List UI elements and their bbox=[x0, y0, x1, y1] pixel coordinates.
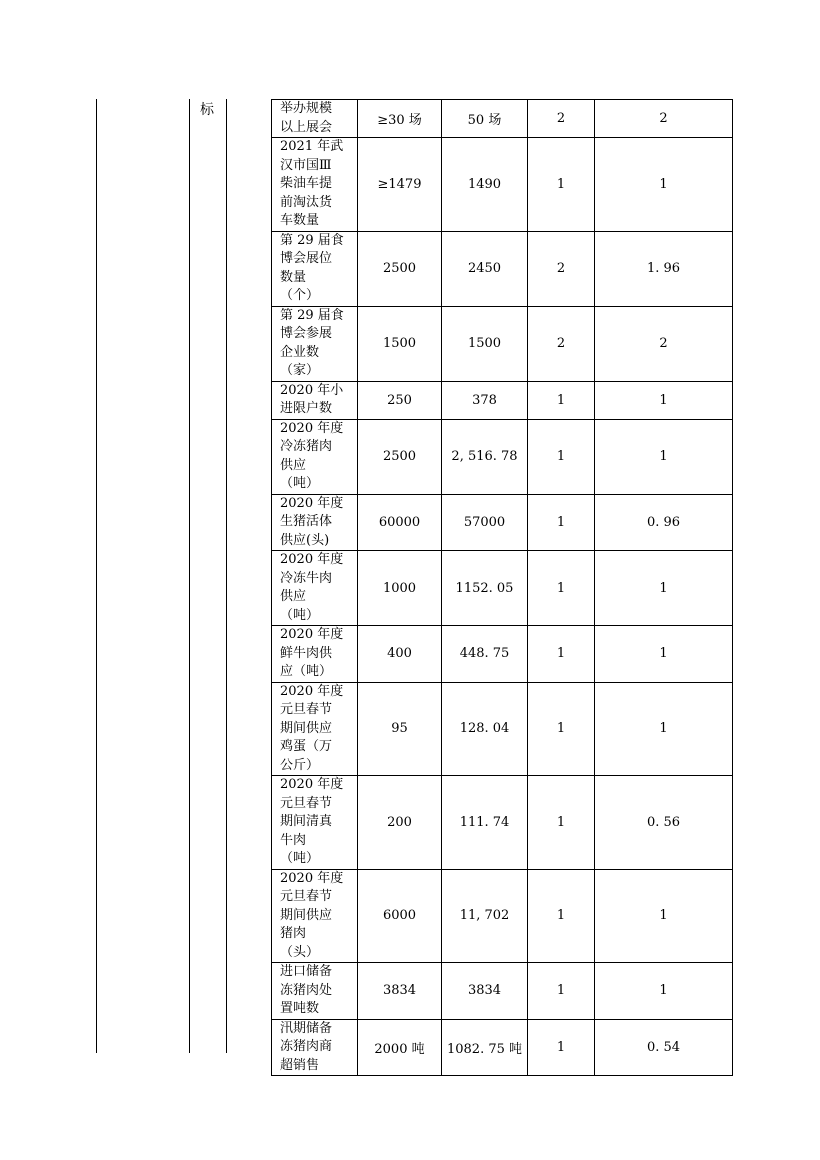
target-value: 60000 bbox=[358, 494, 442, 551]
table-row bbox=[272, 776, 733, 870]
weight-value: 2 bbox=[528, 231, 595, 306]
actual-value: 128. 04 bbox=[442, 682, 528, 776]
actual-value: 1082. 75 吨 bbox=[442, 1019, 528, 1076]
table-row bbox=[272, 138, 733, 232]
score-value: 1 bbox=[595, 963, 733, 1020]
actual-value: 11, 702 bbox=[442, 869, 528, 963]
table-row bbox=[272, 231, 733, 306]
score-value: 0. 56 bbox=[595, 776, 733, 870]
target-value: 95 bbox=[358, 682, 442, 776]
target-value: 200 bbox=[358, 776, 442, 870]
table-row bbox=[272, 626, 733, 683]
actual-value: 3834 bbox=[442, 963, 528, 1020]
table-row bbox=[272, 494, 733, 551]
score-value: 0. 96 bbox=[595, 494, 733, 551]
target-value: 250 bbox=[358, 381, 442, 419]
target-value: 2000 吨 bbox=[358, 1019, 442, 1076]
weight-value: 1 bbox=[528, 551, 595, 626]
indicator-name: 第 29 届食 博会参展 企业数 （家） bbox=[272, 306, 358, 381]
actual-value: 1152. 05 bbox=[442, 551, 528, 626]
outer-column-divider-1 bbox=[189, 99, 190, 1053]
table-row bbox=[272, 963, 733, 1020]
score-value: 0. 54 bbox=[595, 1019, 733, 1076]
score-value: 1 bbox=[595, 138, 733, 232]
table-row bbox=[272, 869, 733, 963]
weight-value: 1 bbox=[528, 963, 595, 1020]
table-row bbox=[272, 1019, 733, 1076]
actual-value: 378 bbox=[442, 381, 528, 419]
weight-value: 1 bbox=[528, 869, 595, 963]
actual-value: 1490 bbox=[442, 138, 528, 232]
target-value: 2500 bbox=[358, 231, 442, 306]
actual-value: 2450 bbox=[442, 231, 528, 306]
weight-value: 1 bbox=[528, 494, 595, 551]
score-value: 1 bbox=[595, 419, 733, 494]
weight-value: 2 bbox=[528, 100, 595, 138]
indicator-name: 举办规模 以上展会 bbox=[272, 100, 358, 138]
actual-value: 50 场 bbox=[442, 100, 528, 138]
outer-column-divider-2 bbox=[226, 99, 227, 1053]
indicator-name: 2020 年度 元旦春节 期间供应 猪肉 （头） bbox=[272, 869, 358, 963]
indicator-name: 2020 年度 鲜牛肉供 应（吨） bbox=[272, 626, 358, 683]
table-row bbox=[272, 682, 733, 776]
score-value: 2 bbox=[595, 100, 733, 138]
indicator-name: 2020 年度 元旦春节 期间供应 鸡蛋（万 公斤） bbox=[272, 682, 358, 776]
target-value: 2500 bbox=[358, 419, 442, 494]
weight-value: 1 bbox=[528, 1019, 595, 1076]
indicator-name: 第 29 届食 博会展位 数量 （个） bbox=[272, 231, 358, 306]
target-value: 1500 bbox=[358, 306, 442, 381]
weight-value: 1 bbox=[528, 776, 595, 870]
actual-value: 2, 516. 78 bbox=[442, 419, 528, 494]
outer-border-left bbox=[96, 99, 97, 1053]
table-row bbox=[272, 306, 733, 381]
indicator-name: 2021 年武 汉市国Ⅲ 柴油车提 前淘汰货 车数量 bbox=[272, 138, 358, 232]
weight-value: 2 bbox=[528, 306, 595, 381]
score-value: 1 bbox=[595, 682, 733, 776]
target-value: ≥30 场 bbox=[358, 100, 442, 138]
target-value: ≥1479 bbox=[358, 138, 442, 232]
target-value: 1000 bbox=[358, 551, 442, 626]
score-value: 1 bbox=[595, 626, 733, 683]
table-row bbox=[272, 381, 733, 419]
weight-value: 1 bbox=[528, 138, 595, 232]
weight-value: 1 bbox=[528, 381, 595, 419]
table-row bbox=[272, 100, 733, 138]
score-value: 1 bbox=[595, 869, 733, 963]
weight-value: 1 bbox=[528, 682, 595, 776]
indicator-name: 2020 年小 进限户数 bbox=[272, 381, 358, 419]
score-value: 1 bbox=[595, 551, 733, 626]
table-row bbox=[272, 551, 733, 626]
actual-value: 1500 bbox=[442, 306, 528, 381]
actual-value: 57000 bbox=[442, 494, 528, 551]
target-value: 400 bbox=[358, 626, 442, 683]
target-value: 6000 bbox=[358, 869, 442, 963]
weight-value: 1 bbox=[528, 419, 595, 494]
table-row bbox=[272, 419, 733, 494]
indicator-name: 2020 年度 冷冻牛肉 供应 （吨） bbox=[272, 551, 358, 626]
indicator-name: 进口储备 冻猪肉处 置吨数 bbox=[272, 963, 358, 1020]
score-value: 1 bbox=[595, 381, 733, 419]
score-value: 1. 96 bbox=[595, 231, 733, 306]
actual-value: 111. 74 bbox=[442, 776, 528, 870]
indicator-category-label: 标 bbox=[200, 102, 214, 118]
indicator-name: 2020 年度 冷冻猪肉 供应 （吨） bbox=[272, 419, 358, 494]
weight-value: 1 bbox=[528, 626, 595, 683]
indicator-name: 汛期储备 冻猪肉商 超销售 bbox=[272, 1019, 358, 1076]
score-value: 2 bbox=[595, 306, 733, 381]
target-value: 3834 bbox=[358, 963, 442, 1020]
indicator-name: 2020 年度 生猪活体 供应(头) bbox=[272, 494, 358, 551]
indicator-name: 2020 年度 元旦春节 期间清真 牛肉 （吨） bbox=[272, 776, 358, 870]
actual-value: 448. 75 bbox=[442, 626, 528, 683]
indicator-table bbox=[271, 99, 733, 1076]
